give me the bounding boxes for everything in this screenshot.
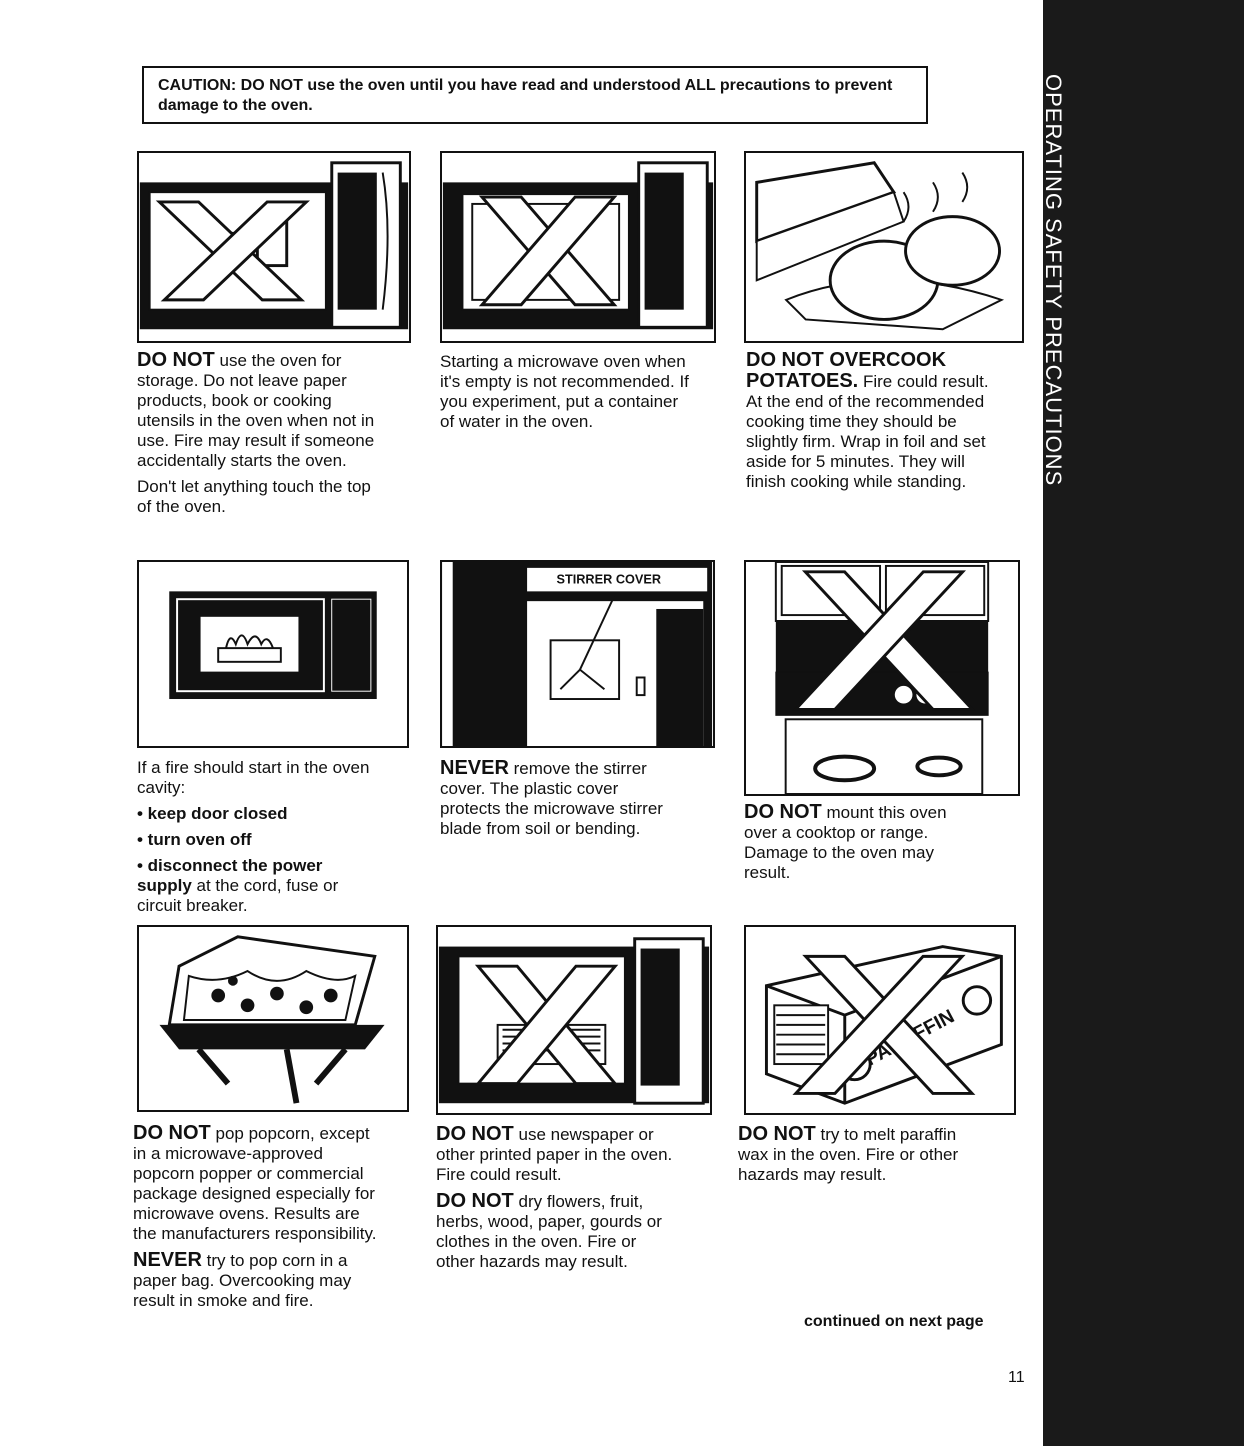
cooktop-lead: DO NOT (744, 801, 822, 823)
empty-oven-note (440, 352, 690, 438)
potatoes-warning (746, 350, 996, 498)
side-tab-label: OPERATING SAFETY PRECAUTIONS (1041, 74, 1066, 487)
potatoes-lead: DO NOT OVERCOOK POTATOES. (746, 349, 947, 392)
popcorn-lead-2: NEVER (133, 1249, 202, 1271)
popcorn-text-2: try to pop corn in a paper bag. Overcooking may result in smoke and fire. (133, 1251, 352, 1310)
continued-note: continued on next page (804, 1313, 984, 1330)
cooktop-illustration (744, 560, 1020, 796)
newspaper-warning (436, 1124, 676, 1278)
newspaper-oven-illustration (436, 925, 712, 1115)
newspaper-lead-2: DO NOT (436, 1190, 514, 1212)
storage-text: use the oven for storage. Do not leave paper products, book or cooking utensils in the oven when not in use. Fire may result if someone accidentally starts the oven. (137, 351, 375, 470)
caution-box: CAUTION: DO NOT use the oven until you have read and understood ALL precautions to prevent damage to the oven. (142, 66, 928, 124)
paraffin-lead: DO NOT (738, 1123, 816, 1145)
cooktop-text: mount this oven over a cooktop or range. Damage to the oven may result. (744, 803, 947, 882)
newspaper-text-2: dry flowers, fruit, herbs, wood, paper, gourds or clothes in the oven. Fire or other hazards may result. (436, 1192, 662, 1271)
storage-lead: DO NOT (137, 349, 215, 371)
fire-bullet-1: • keep door closed (137, 804, 288, 823)
cooktop-warning (744, 802, 984, 889)
popcorn-lead: DO NOT (133, 1122, 211, 1144)
popcorn-text: pop popcorn, except in a microwave-approved popcorn popper or commercial package designed especially for microwave ovens. Results are the manufacturers responsibility. (133, 1124, 377, 1243)
fire-bullet-3-bold: • disconnect the power supply (137, 856, 323, 895)
storage-text-2: Don't let anything touch the top of the oven. (137, 477, 371, 516)
paraffin-illustration (744, 925, 1016, 1115)
stirrer-text: remove the stirrer cover. The plastic cover protects the microwave stirrer blade from soil or bending. (440, 759, 663, 838)
popcorn-warning (133, 1123, 383, 1317)
stirrer-lead: NEVER (440, 757, 509, 779)
oven-fire-illustration (137, 560, 409, 748)
page-number: 11 (1008, 1369, 1025, 1386)
newspaper-lead: DO NOT (436, 1123, 514, 1145)
fire-instructions (137, 758, 377, 922)
popcorn-popper-illustration (137, 925, 409, 1112)
oven-storage-illustration (137, 151, 411, 343)
newspaper-text: use newspaper or other printed paper in the oven. Fire could result. (436, 1125, 673, 1184)
empty-oven-text: Starting a microwave oven when it's empty is not recommended. If you experiment, put a container of water in the oven. (440, 352, 689, 431)
stirrer-cover-illustration (440, 560, 715, 748)
empty-oven-illustration (440, 151, 716, 343)
fire-bullet-2: • turn oven off (137, 830, 252, 849)
paraffin-warning (738, 1124, 978, 1191)
paraffin-text: try to melt paraffin wax in the oven. Fire or other hazards may result. (738, 1125, 959, 1184)
storage-warning (137, 350, 377, 523)
potatoes-text: Fire could result. At the end of the recommended cooking time they should be slightly firm. Wrap in foil and set aside for 5 minutes. They will finish cooking while standing. (746, 372, 989, 491)
fire-text: If a fire should start in the oven cavity: (137, 758, 370, 797)
fire-bullet-3-rest: at the cord, fuse or circuit breaker. (137, 876, 339, 915)
stirrer-cover-label: STIRRER COVER (556, 571, 662, 587)
side-tab (1043, 0, 1244, 1446)
potatoes-illustration (744, 151, 1024, 343)
stirrer-warning (440, 758, 670, 845)
